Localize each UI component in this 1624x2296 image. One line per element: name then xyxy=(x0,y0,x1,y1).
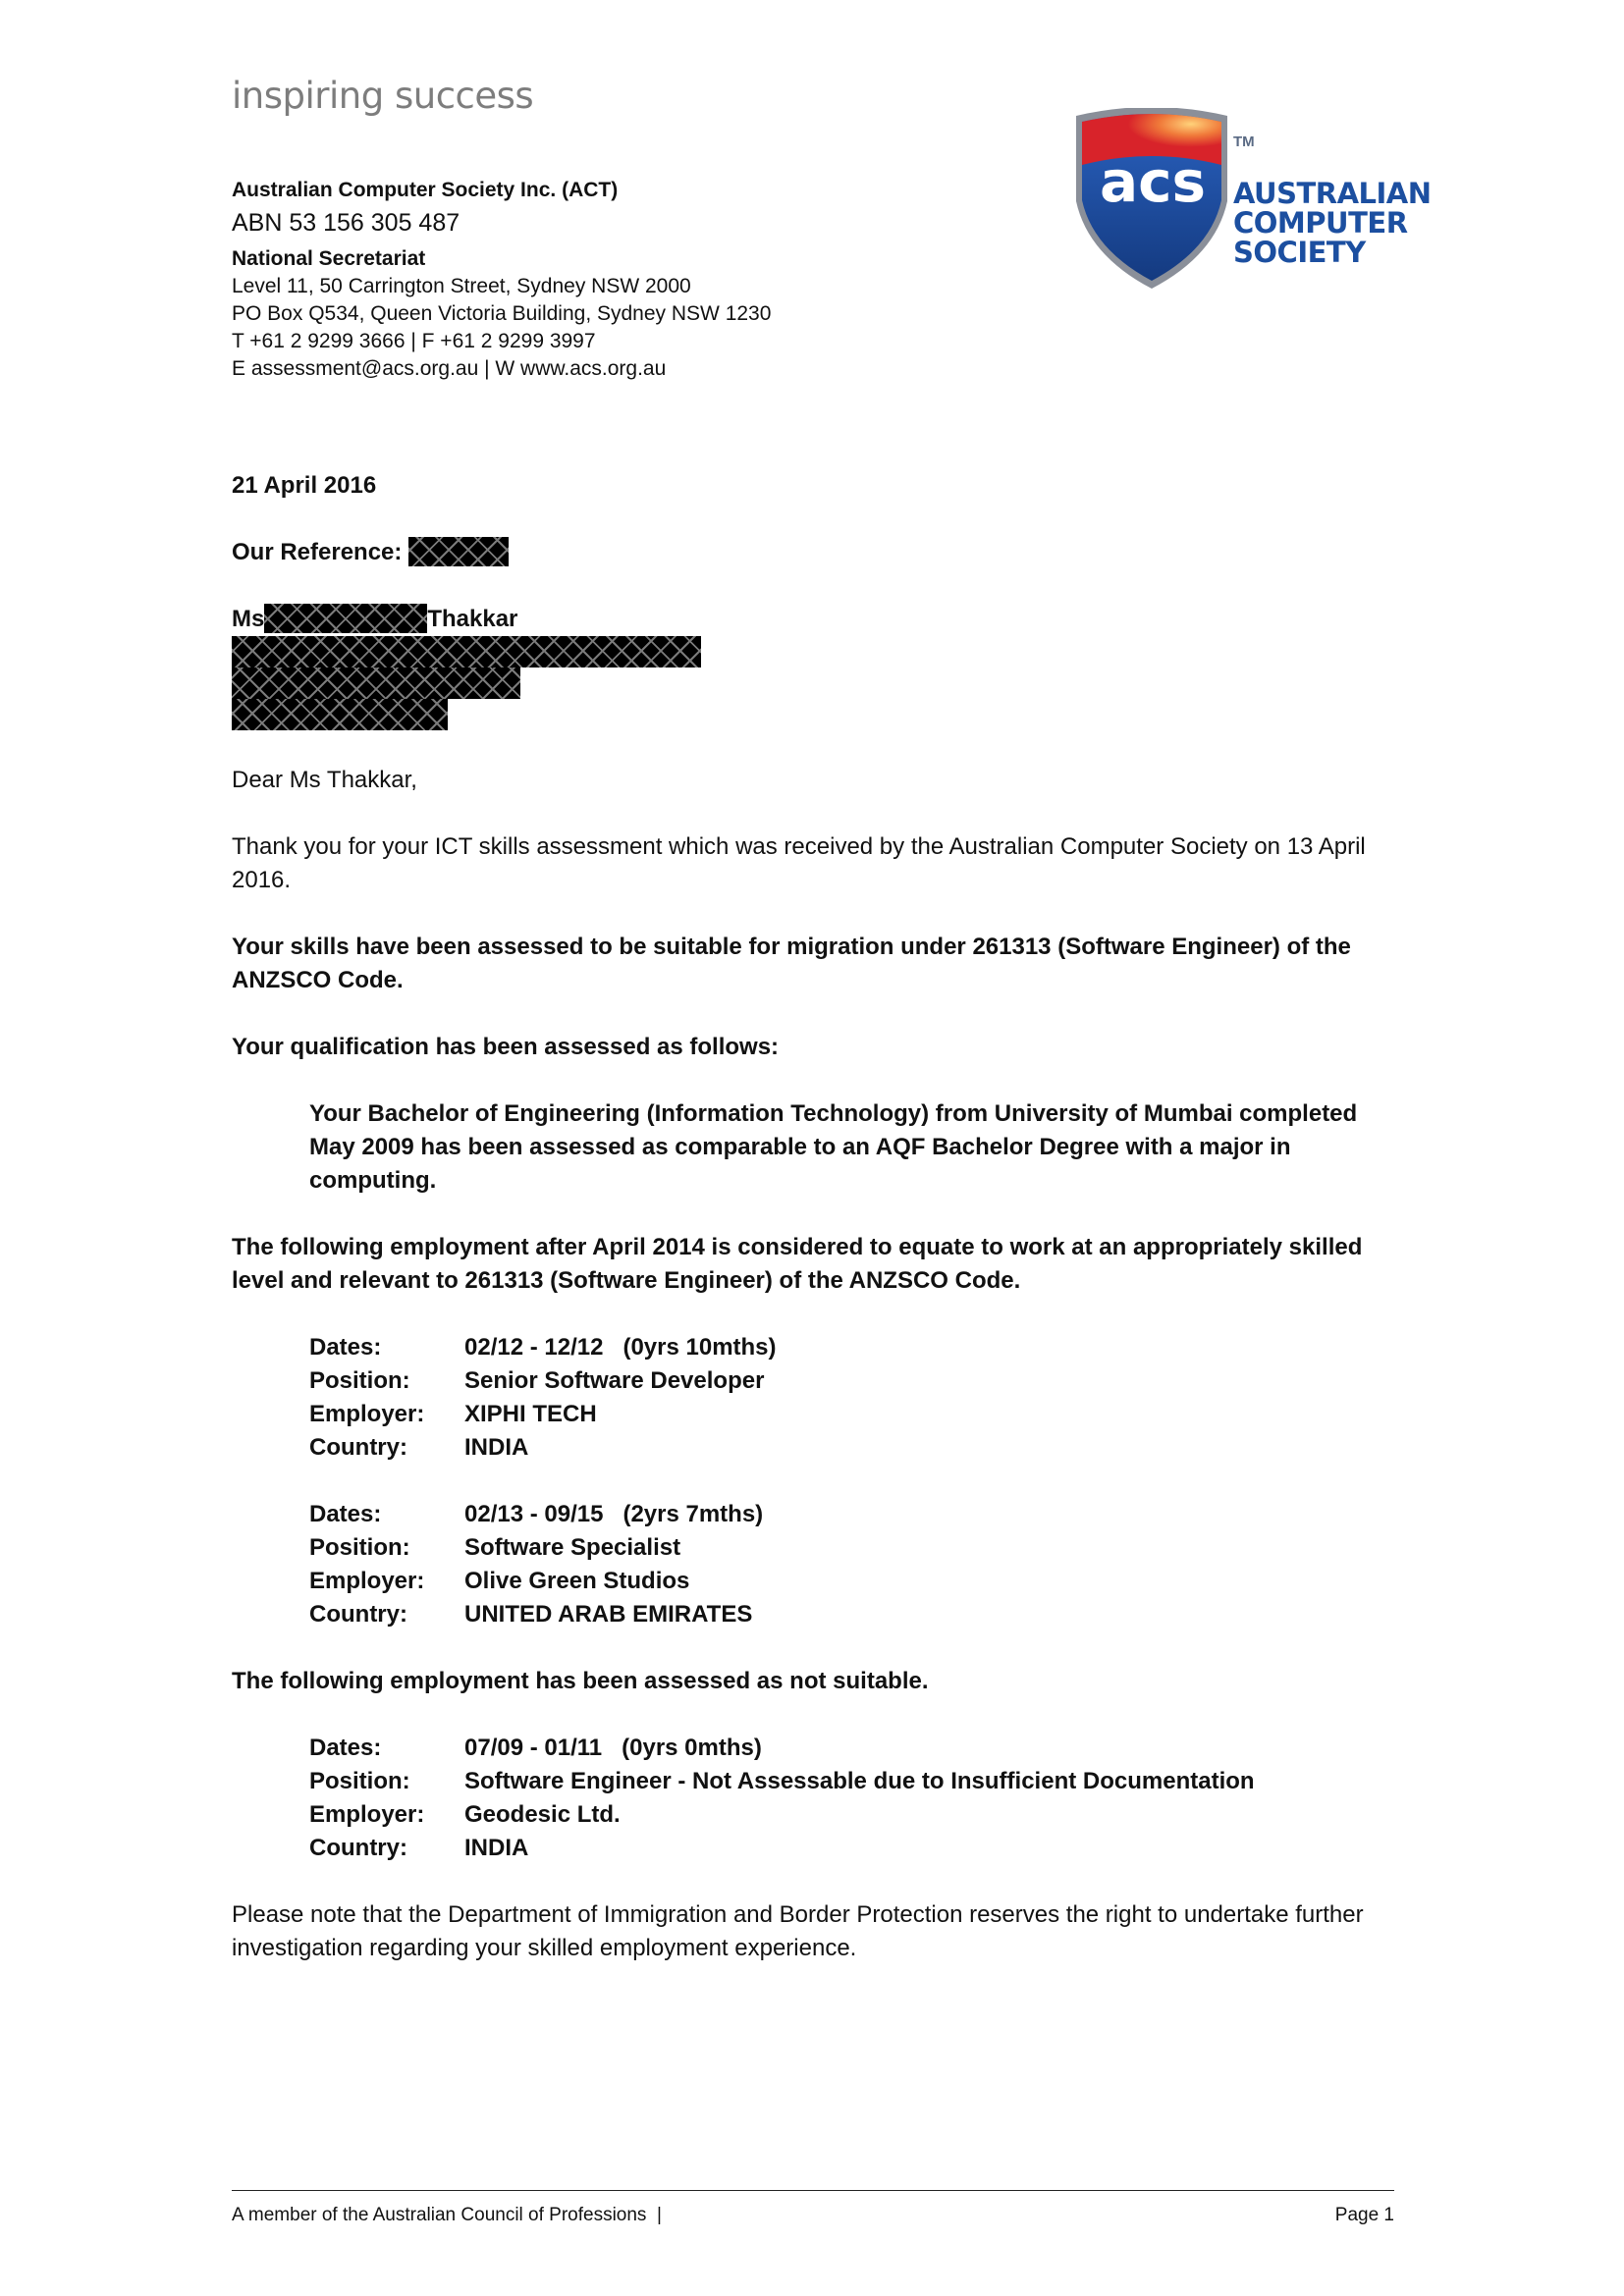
employment-position: Software Engineer - Not Assessable due to Insufficient Documentation xyxy=(464,1768,1255,1794)
employer-label: Employer: xyxy=(309,1801,425,1828)
sender-abn: ABN 53 156 305 487 xyxy=(232,209,460,237)
reference-line xyxy=(232,536,1400,569)
redaction-block xyxy=(408,537,509,566)
note-paragraph: Please note that the Department of Immigration and Border Protection reserves the right to undertake further investigation regarding your skilled employment experience. xyxy=(232,1901,1364,1961)
employment-position: Software Specialist xyxy=(464,1534,681,1561)
sender-address-line: Level 11, 50 Carrington Street, Sydney NSW 2000 xyxy=(232,275,691,297)
employment-dates: 07/09 - 01/11 (0yrs 0mths) xyxy=(464,1735,762,1761)
employer-label: Employer: xyxy=(309,1401,425,1427)
letter-body xyxy=(232,469,1400,1965)
employment-employer: Olive Green Studios xyxy=(464,1568,690,1594)
employment-heading: The following employment after April 2014 is considered to equate to work at an appropriately skilled level and relevant to 261313 (Software Engineer) of the ANZSCO Code. xyxy=(232,1234,1363,1294)
employment-employer: XIPHI TECH xyxy=(464,1401,597,1427)
employment-employer: Geodesic Ltd. xyxy=(464,1801,621,1828)
salutation: Dear Ms Thakkar, xyxy=(232,767,417,793)
qualification-heading: Your qualification has been assessed as follows: xyxy=(232,1034,780,1060)
redaction-block xyxy=(232,636,701,667)
reference-label: Our Reference: xyxy=(232,539,403,565)
logo-word: SOCIETY xyxy=(1233,236,1366,269)
letter-date: 21 April 2016 xyxy=(232,472,377,499)
position-label: Position: xyxy=(309,1534,410,1561)
trademark-mark: TM xyxy=(1233,133,1255,150)
recipient-surname: Thakkar xyxy=(427,606,518,632)
position-label: Position: xyxy=(309,1367,410,1394)
logo-word: AUSTRALIAN xyxy=(1233,177,1432,210)
dates-label: Dates: xyxy=(309,1735,382,1761)
employer-label: Employer: xyxy=(309,1568,425,1594)
sender-phone-line: T +61 2 9299 3666 | F +61 2 9299 3997 xyxy=(232,330,596,352)
footer-membership: A member of the Australian Council of Professions | xyxy=(232,2205,662,2225)
logo-wordmark xyxy=(1233,179,1432,267)
employment-entry xyxy=(309,1498,1400,1631)
employment-country: INDIA xyxy=(464,1434,529,1461)
recipient-name xyxy=(232,603,1400,636)
employment-country: UNITED ARAB EMIRATES xyxy=(464,1601,753,1628)
suitability-paragraph: Your skills have been assessed to be suitable for migration under 261313 (Software Engineer) of the ANZSCO Code. xyxy=(232,934,1351,993)
employment-entry xyxy=(309,1331,1400,1465)
redaction-block xyxy=(264,604,427,633)
country-label: Country: xyxy=(309,1835,407,1861)
acs-logo-text: acs xyxy=(1099,148,1207,215)
redaction-block xyxy=(232,667,520,699)
acs-shield-icon xyxy=(1068,108,1235,294)
qualification-paragraph: Your Bachelor of Engineering (Information Technology) from University of Mumbai completed May 2009 has been assessed as comparable to an AQF Bachelor Degree with a major in computing. xyxy=(309,1100,1358,1194)
page-number: Page 1 xyxy=(1334,2205,1394,2225)
dates-label: Dates: xyxy=(309,1334,382,1361)
sender-org: Australian Computer Society Inc. (ACT) xyxy=(232,179,619,201)
employment-dates: 02/12 - 12/12 (0yrs 10mths) xyxy=(464,1334,777,1361)
recipient-title: Ms xyxy=(232,606,265,632)
sender-department: National Secretariat xyxy=(232,247,426,270)
position-label: Position: xyxy=(309,1768,410,1794)
sender-contact-line: E assessment@acs.org.au | W www.acs.org.au xyxy=(232,357,667,380)
acs-logo xyxy=(1068,108,1432,294)
country-label: Country: xyxy=(309,1434,407,1461)
tagline: inspiring success xyxy=(232,75,534,117)
employment-position: Senior Software Developer xyxy=(464,1367,765,1394)
employment-entry xyxy=(309,1732,1400,1865)
sender-block xyxy=(232,177,771,383)
intro-paragraph: Thank you for your ICT skills assessment which was received by the Australian Computer Society on 13 April 2016. xyxy=(232,833,1366,893)
employment-country: INDIA xyxy=(464,1835,529,1861)
logo-word: COMPUTER xyxy=(1233,206,1408,240)
country-label: Country: xyxy=(309,1601,407,1628)
sender-address-line: PO Box Q534, Queen Victoria Building, Sydney NSW 1230 xyxy=(232,302,772,325)
not-suitable-heading: The following employment has been assessed as not suitable. xyxy=(232,1668,929,1694)
dates-label: Dates: xyxy=(309,1501,382,1527)
redaction-block xyxy=(232,699,448,730)
employment-dates: 02/13 - 09/15 (2yrs 7mths) xyxy=(464,1501,764,1527)
page-footer xyxy=(232,2190,1394,2226)
